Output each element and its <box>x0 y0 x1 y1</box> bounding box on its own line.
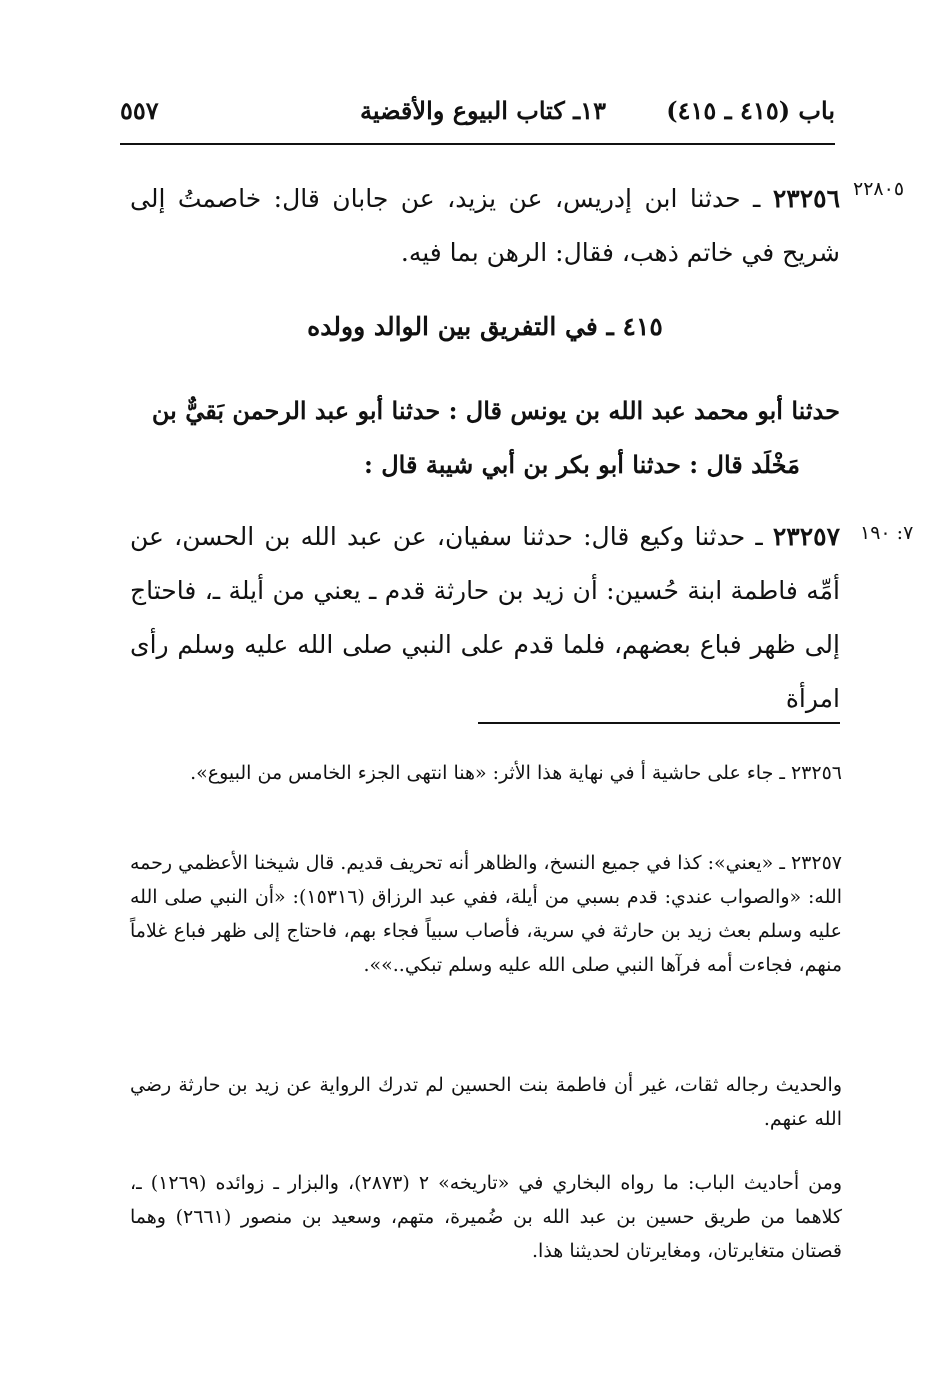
footnote: والحديث رجاله ثقات، غير أن فاطمة بنت الحسين لم تدرك الرواية عن زيد بن حارثة رضي الله عنهم. <box>130 1074 842 1130</box>
header-chapter: باب (٤١٥ ـ ٤١٥) <box>666 96 835 125</box>
hadith-23256 <box>130 172 840 280</box>
footnote: ٢٣٢٥٦ ـ جاء على حاشية أ في نهاية هذا الأثر: «هنا انتهى الجزء الخامس من البيوع». <box>190 762 842 784</box>
hadith-text: ـ حدثنا وكيع قال: حدثنا سفيان، عن عبد الله بن الحسن، عن أمِّه فاطمة ابنة حُسين: أن زيد بن حارثة قدم ـ يعني من أيلة ـ، فاحتاج إلى ظهر فباع بعضهم، فلما قدم على النبي صلى الله عليه وسلم رأى امرأة <box>130 522 840 713</box>
margin-reference: ٧: ١٩٠ <box>860 522 914 544</box>
page-number: ٥٥٧ <box>120 96 159 125</box>
hadith-number: ٢٣٢٥٦ <box>772 184 840 213</box>
chapter-heading: ٤١٥ ـ في التفريق بين الوالد وولده <box>307 312 663 341</box>
footnote: ٢٣٢٥٧ ـ «يعني»: كذا في جميع النسخ، والظاهر أنه تحريف قديم. قال شيخنا الأعظمي رحمه الله: «والصواب عندي: قدم بسبي من أيلة، ففي عبد الرزاق (١٥٣١٦): «أن النبي صلى الله عليه وسلم بعث زيد بن حارثة في سرية، فأصاب سبياً فجاء بهم، فاحتاج إلى ظهر فباع غلاماً منهم، فجاءت أمه فرآها النبي صلى الله عليه وسلم تبكي..»». <box>130 852 842 976</box>
isnad-line: مَخْلَد قال : حدثنا أبو بكر بن أبي شيبة قال : <box>364 450 800 479</box>
isnad-line: حدثنا أبو محمد عبد الله بن يونس قال : حدثنا أبو عبد الرحمن بَقيٌّ بن <box>151 396 840 425</box>
hadith-23257 <box>130 510 840 726</box>
running-header <box>120 96 835 136</box>
footnote: ومن أحاديث الباب: ما رواه البخاري في «تاريخه» ٢ (٢٨٧٣)، والبزار ـ زوائده (١٢٦٩) ـ، كلاهما من طريق حسين بن عبد الله بن ضُميرة، متهم، وسعيد بن منصور (٢٦٦١) وهما قصتان متغايرتان، ومغايرتان لحديثنا هذا. <box>130 1172 842 1262</box>
isnad-chain <box>130 384 840 492</box>
hadith-number: ٢٣٢٥٧ <box>772 522 840 551</box>
margin-reference: ٢٢٨٠٥ <box>853 178 905 200</box>
hadith-text: ـ حدثنا ابن إدريس، عن يزيد، عن جابان قال: خاصمتُ إلى شريح في خاتم ذهب، فقال: الرهن بما فيه. <box>130 184 840 267</box>
header-rule <box>120 143 835 145</box>
header-book-title: ١٣ـ كتاب البيوع والأقضية <box>360 96 606 125</box>
footnote-separator <box>478 722 840 724</box>
